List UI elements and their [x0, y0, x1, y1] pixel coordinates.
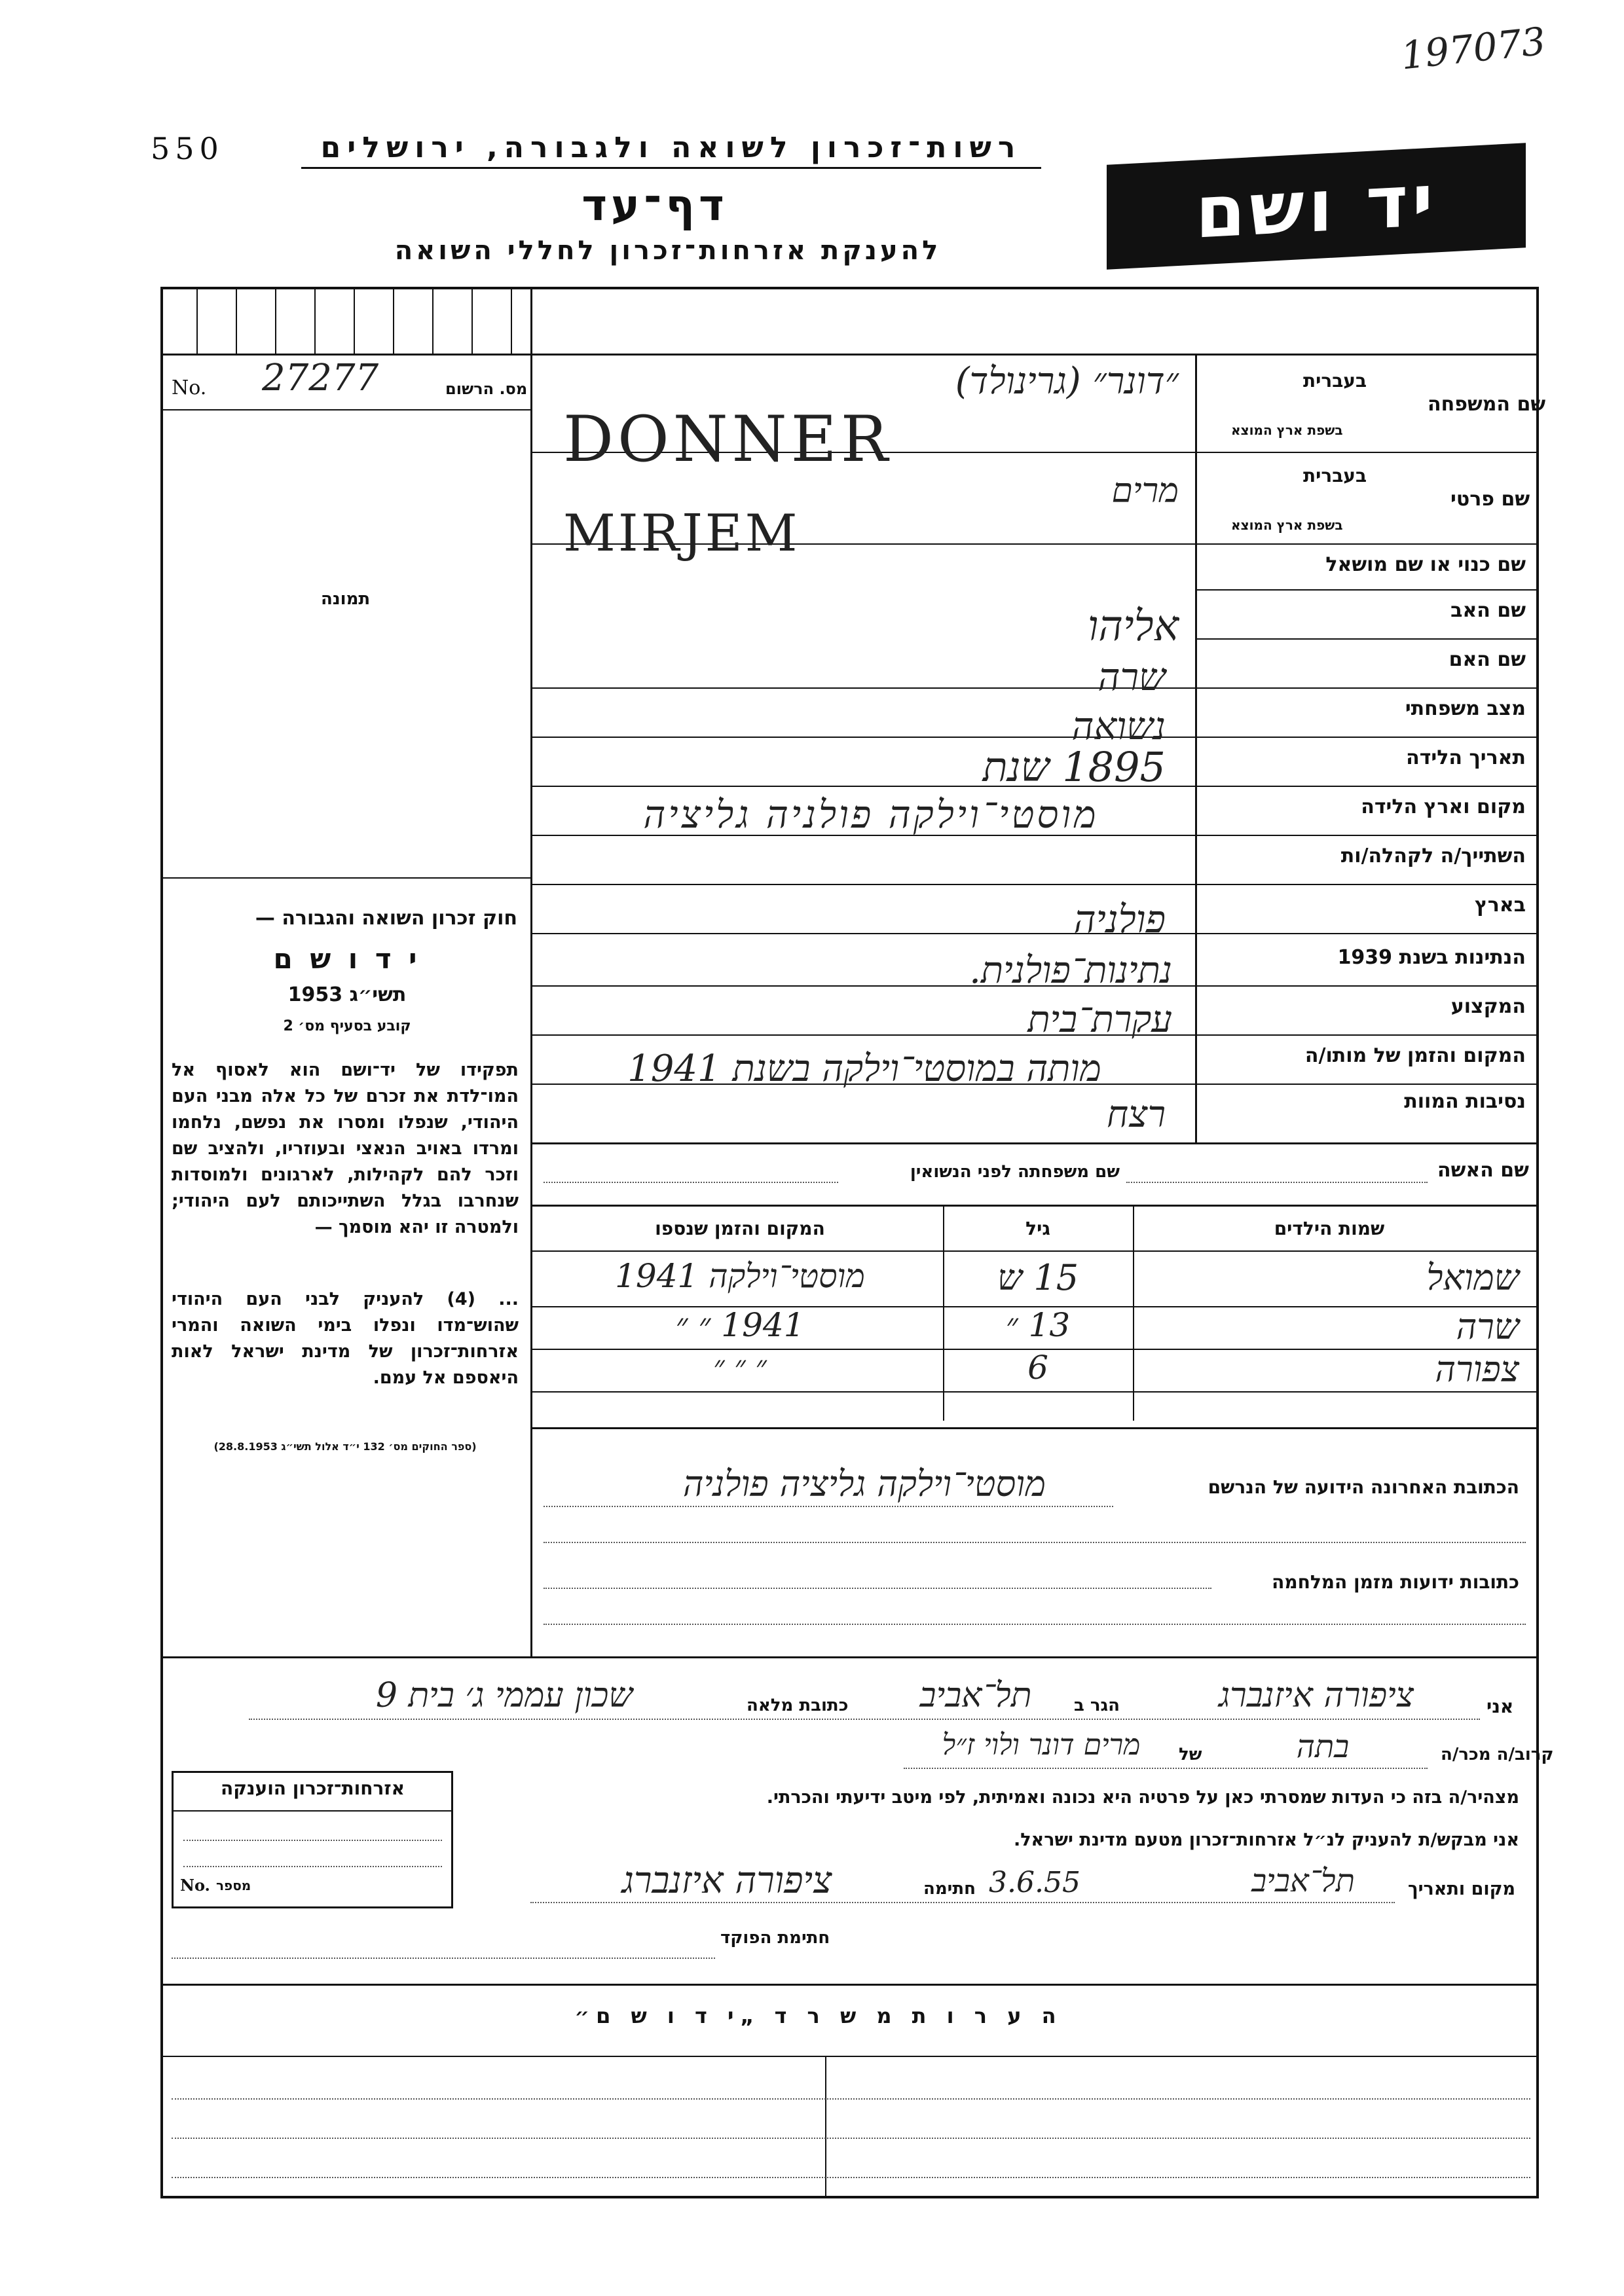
country-value: פולניה: [1073, 897, 1166, 941]
reg-no-label: No.: [172, 376, 207, 399]
community-label: השתייך/ה לקהלה/ות: [1340, 845, 1526, 867]
declarant-signature: ציפורה איזנברג: [621, 1859, 832, 1902]
law-clause: קובע בסעיף מס׳ 2: [283, 1018, 411, 1034]
request-text: אני מבקש/ת להעניק לנ״ל אזרחות־זכרון מטעם מדינת ישראל.: [1013, 1830, 1519, 1850]
birthdate-label: תאריך הלידה: [1406, 746, 1526, 769]
last-address-value: מוסטי־וילקה גליציה פולניה: [682, 1463, 1046, 1504]
citizenship-value: נתינות־פולנית.: [969, 949, 1172, 992]
declaration-place: תל־אביב: [1251, 1863, 1355, 1899]
firstname-label: שם פרטי: [1450, 488, 1530, 511]
mother-value: שרה: [1098, 655, 1166, 699]
declarant-of-label: של: [1179, 1745, 1202, 1764]
reg-no-hebrew-label: מס. הרשום: [445, 380, 528, 398]
surname-hebrew-sublabel: בעברית: [1303, 370, 1367, 392]
surname-origin-sublabel: בשפת ארץ המוצא: [1231, 422, 1343, 438]
firstname-origin-value: MIRJEM: [563, 504, 800, 563]
surname-hebrew-value: ״דונר״ (גרינולד): [955, 360, 1179, 403]
profession-value: עקרת־בית: [1027, 998, 1172, 1041]
declarant-relation: בתה: [1296, 1728, 1350, 1765]
declarant-address-label: כתובת מלאה: [747, 1696, 849, 1715]
firstname-hebrew-sublabel: בעברית: [1303, 465, 1367, 486]
place-date-label: מקום ותאריך: [1408, 1879, 1516, 1899]
profession-label: המקצוע: [1450, 995, 1526, 1018]
marital-value: נשואה: [1071, 704, 1166, 748]
child-1-name: שמואל: [1426, 1257, 1519, 1298]
firstname-hebrew-value: מרים: [1111, 471, 1179, 511]
surname-label: שם המשפחה: [1428, 393, 1546, 416]
declarant-resident-label: הגר ב: [1074, 1696, 1120, 1715]
office-notes-title: ה ע ר ו ת מ ש ר ד „י ד ו ש ם״: [574, 2003, 1063, 2028]
law-paragraph-2: ... (4) להעניק לבני העם היהודי שהוש־מדו ונפלו בימי השואה והמרי אזרחות־זכרון של מדינת ישראל לאות היאספם אל עמם.: [172, 1289, 519, 1388]
birthdate-value: 1895 שנת: [982, 743, 1166, 791]
form-title: דף־עד: [581, 180, 728, 230]
declaration-date: 3.6.55: [989, 1866, 1080, 1899]
reg-no-value: 27277: [262, 357, 379, 399]
child-1-place: מוסטי־וילקה 1941: [615, 1257, 865, 1295]
child-1-age: 15 ש: [997, 1257, 1079, 1298]
wife-maiden-label: שם משפחתה לפני הנשואין: [910, 1162, 1120, 1182]
archive-number: 197073: [1398, 18, 1547, 79]
child-2-name: שרה: [1456, 1306, 1519, 1347]
children-header-age: גיל: [1025, 1218, 1050, 1239]
war-address-label: כתובות ידועות מזמן המלחמה: [1272, 1571, 1519, 1593]
father-label: שם האב: [1450, 599, 1526, 622]
declarant-address: שכון עממי ג׳ בית 9: [375, 1676, 633, 1715]
law-year: תשי״ג 1953: [287, 983, 407, 1006]
officer-signature-label: חתימת הפוקד: [720, 1928, 830, 1948]
children-header-place: המקום והזמן שנספו: [655, 1218, 825, 1239]
country-label: בארץ: [1474, 894, 1526, 917]
page-number: 550: [151, 131, 224, 166]
declaration-text: מצהיר/ה בזה כי העדות שמסרתי כאן על פרטיה היא נכונה ואמיתית, לפי מיטב ידיעתי והכרתי.: [766, 1787, 1519, 1808]
birthplace-value: מוסטי־וילקה פולניה גליציה: [643, 792, 1099, 837]
law-paragraph-1: תפקידו של יד־ושם הוא לאסוף אל המו־לדת את זכרם של כל אלה מבני העם היהודי, שנפלו ומסרו את נפשם, נלחמו ומרדו באויב הנאצי ובעוזריו, ולהציב שם וזכר להם לקהילות, לארגונים ולמוסדות שנחרבו בגלל השתייכותם לעם היהודי; ולמטרה זו יהא מוסמך —: [172, 1060, 519, 1237]
authority-title: רשות־זכרון לשואה ולגבורה, ירושלים: [301, 131, 1041, 169]
deathplace-label: המקום והזמן של מותו/ה: [1304, 1044, 1526, 1067]
father-value: אליהו: [1088, 602, 1179, 651]
law-footnote: (ספר החוקים מס׳ 132 י״ד אלול תשי״ג 28.8.1953): [213, 1440, 477, 1453]
birthplace-label: מקום וארץ הלידה: [1361, 795, 1526, 818]
photo-label: תמונה: [321, 589, 371, 609]
declarant-name: ציפורה איזנברג: [1219, 1676, 1414, 1715]
law-title: חוק זכרון השואה והגבורה —: [255, 907, 517, 930]
wife-label: שם האשה: [1437, 1159, 1529, 1182]
declarant-i-label: אני: [1486, 1696, 1514, 1717]
last-address-label: הכתובת האחרונה הידועה של הנרשם: [1208, 1476, 1519, 1498]
certificate-no-label: No.: [180, 1876, 210, 1895]
firstname-origin-sublabel: בשפת ארץ המוצא: [1231, 517, 1343, 533]
citizenship-label: הנתינות בשנת 1939: [1337, 946, 1526, 969]
nickname-label: שם כנוי או שם מושאל: [1325, 553, 1526, 576]
law-name: י ד ו ש ם: [273, 943, 421, 975]
form-subtitle: להענקת אזרחות־זכרון לחללי השואה: [394, 236, 942, 266]
marital-label: מצב משפחתי: [1405, 697, 1526, 720]
declarant-relation-label: קרוב/ה מכר/ה: [1441, 1745, 1554, 1764]
child-2-place: 1941 ״ ״: [675, 1306, 805, 1344]
declarant-of-value: מרים דונר ולוי ז״ל: [942, 1728, 1141, 1762]
deathplace-value: מותה במוסטי־וילקה בשנת 1941: [627, 1048, 1101, 1090]
child-3-age: 6: [1027, 1349, 1048, 1387]
certificate-no-hebrew: מספר: [216, 1878, 251, 1893]
child-3-name: צפורה: [1435, 1349, 1519, 1390]
declarant-city: תל־אביב: [919, 1676, 1032, 1715]
deathcirc-value: רצח: [1107, 1093, 1166, 1136]
surname-origin-value: DONNER: [563, 403, 893, 476]
certificate-title: אזרחות־זכרון הוענקה: [221, 1777, 405, 1799]
yad-vashem-logo: יד ושם: [1107, 143, 1526, 270]
child-2-age: 13 ״: [1005, 1306, 1071, 1344]
deathcirc-label: נסיבות המוות: [1404, 1090, 1526, 1113]
child-3-place: ״ ״ ״: [713, 1349, 767, 1384]
mother-label: שם האם: [1449, 648, 1526, 671]
children-header-names: שמות הילדים: [1274, 1218, 1385, 1239]
signature-label: חתימה: [923, 1879, 976, 1899]
